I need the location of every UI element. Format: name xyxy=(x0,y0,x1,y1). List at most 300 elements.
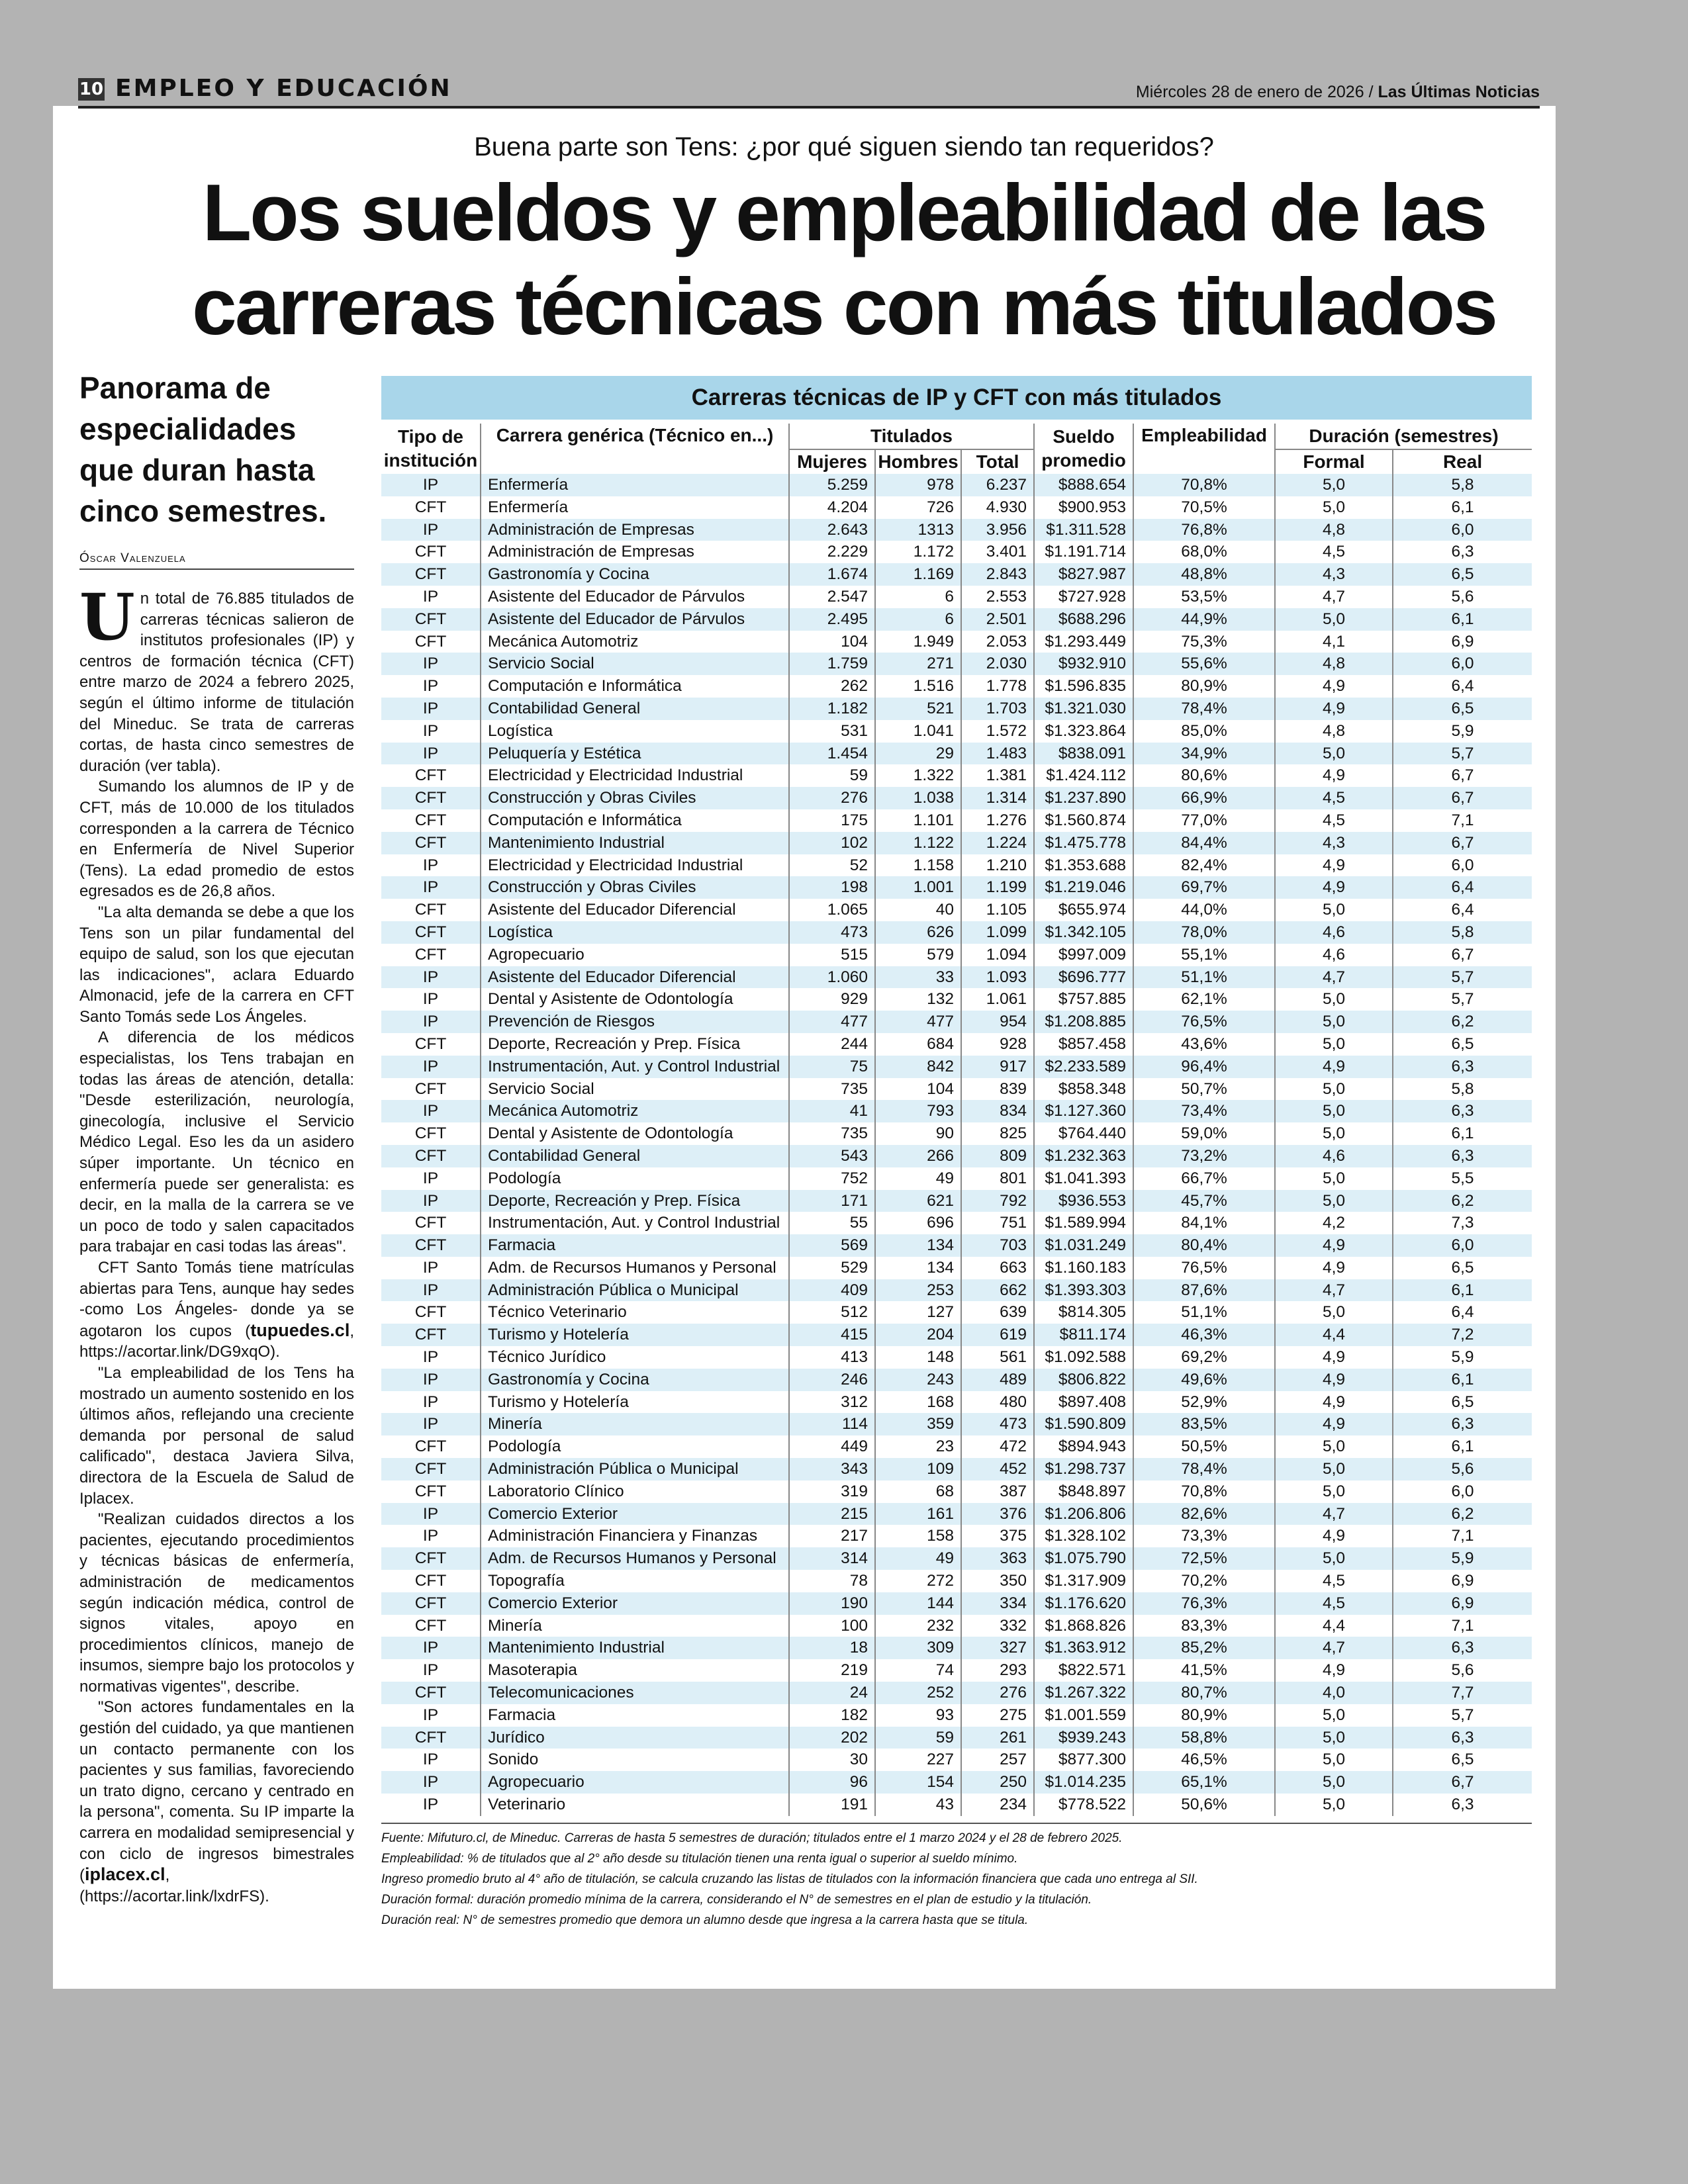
cell-sueldo: $1.328.102 xyxy=(1034,1525,1133,1547)
cell-carrera: Farmacia xyxy=(481,1704,789,1727)
cell-tipo: IP xyxy=(381,1011,481,1033)
cell-hombres: 232 xyxy=(875,1615,961,1637)
cell-duracion-real: 6,1 xyxy=(1393,1279,1532,1302)
cell-mujeres: 96 xyxy=(789,1771,875,1794)
cell-sueldo: $1.353.688 xyxy=(1034,854,1133,877)
cell-empleabilidad: 59,0% xyxy=(1133,1122,1275,1145)
cell-duracion-real: 5,7 xyxy=(1393,988,1532,1011)
cell-duracion-formal: 4,9 xyxy=(1275,1525,1393,1547)
cell-tipo: IP xyxy=(381,743,481,765)
cell-empleabilidad: 82,4% xyxy=(1133,854,1275,877)
cell-mujeres: 182 xyxy=(789,1704,875,1727)
cell-duracion-formal: 4,9 xyxy=(1275,876,1393,899)
cell-empleabilidad: 70,5% xyxy=(1133,496,1275,519)
cell-total: 2.553 xyxy=(961,586,1034,608)
cell-empleabilidad: 41,5% xyxy=(1133,1659,1275,1682)
cell-empleabilidad: 78,0% xyxy=(1133,921,1275,944)
cell-tipo: CFT xyxy=(381,1592,481,1615)
cell-mujeres: 1.454 xyxy=(789,743,875,765)
cell-duracion-formal: 4,9 xyxy=(1275,1391,1393,1414)
cell-tipo: CFT xyxy=(381,563,481,586)
table-row xyxy=(381,1615,1532,1637)
cell-total: 2.053 xyxy=(961,631,1034,653)
cell-hombres: 1.001 xyxy=(875,876,961,899)
footnote-line: Duración real: N° de semestres promedio que demora un alumno desde que ingresa a la carrera hasta que se titula. xyxy=(381,1913,1029,1927)
cell-hombres: 43 xyxy=(875,1794,961,1816)
cell-tipo: IP xyxy=(381,1413,481,1435)
cell-empleabilidad: 50,6% xyxy=(1133,1794,1275,1816)
cell-hombres: 1.169 xyxy=(875,563,961,586)
cell-duracion-formal: 4,9 xyxy=(1275,764,1393,787)
cell-empleabilidad: 43,6% xyxy=(1133,1033,1275,1056)
cell-duracion-formal: 4,5 xyxy=(1275,541,1393,563)
cell-tipo: IP xyxy=(381,988,481,1011)
cell-total: 261 xyxy=(961,1727,1034,1749)
cell-mujeres: 2.547 xyxy=(789,586,875,608)
cell-tipo: IP xyxy=(381,1749,481,1771)
cell-duracion-formal: 4,6 xyxy=(1275,944,1393,966)
cell-empleabilidad: 78,4% xyxy=(1133,698,1275,720)
cell-mujeres: 171 xyxy=(789,1190,875,1212)
cell-duracion-real: 6,7 xyxy=(1393,1771,1532,1794)
cell-duracion-formal: 5,0 xyxy=(1275,1301,1393,1324)
cell-sueldo: $764.440 xyxy=(1034,1122,1133,1145)
cell-empleabilidad: 80,6% xyxy=(1133,764,1275,787)
table-row xyxy=(381,1727,1532,1749)
cell-mujeres: 531 xyxy=(789,720,875,743)
cell-sueldo: $811.174 xyxy=(1034,1324,1133,1346)
cell-empleabilidad: 87,6% xyxy=(1133,1279,1275,1302)
cell-empleabilidad: 76,8% xyxy=(1133,519,1275,541)
cell-empleabilidad: 46,3% xyxy=(1133,1324,1275,1346)
cell-sueldo: $822.571 xyxy=(1034,1659,1133,1682)
byline: Óscar Valenzuela xyxy=(79,551,354,570)
cell-carrera: Veterinario xyxy=(481,1794,789,1816)
cell-mujeres: 2.229 xyxy=(789,541,875,563)
cell-sueldo: $814.305 xyxy=(1034,1301,1133,1324)
cell-duracion-real: 6,9 xyxy=(1393,1570,1532,1592)
footnote-line: Fuente: Mifuturo.cl, de Mineduc. Carreras de hasta 5 semestres de duración; titulados entre el 1 marzo 2024 y el 28 de febrero 2025. xyxy=(381,1831,1123,1845)
cell-mujeres: 102 xyxy=(789,832,875,854)
cell-total: 257 xyxy=(961,1749,1034,1771)
cell-hombres: 243 xyxy=(875,1369,961,1391)
cell-sueldo: $939.243 xyxy=(1034,1727,1133,1749)
cell-total: 834 xyxy=(961,1100,1034,1122)
cell-carrera: Electricidad y Electricidad Industrial xyxy=(481,764,789,787)
cell-carrera: Construcción y Obras Civiles xyxy=(481,787,789,809)
cell-carrera: Podología xyxy=(481,1167,789,1190)
cell-hombres: 253 xyxy=(875,1279,961,1302)
cell-empleabilidad: 73,4% xyxy=(1133,1100,1275,1122)
cell-tipo: CFT xyxy=(381,1458,481,1480)
cell-carrera: Gastronomía y Cocina xyxy=(481,1369,789,1391)
footnote-line: Duración formal: duración promedio mínima de la carrera, considerando el N° de semestres en el plan de estudio y la titulación. xyxy=(381,1892,1092,1907)
cell-duracion-real: 6,7 xyxy=(1393,832,1532,854)
header-empleabilidad: Empleabilidad xyxy=(1133,424,1275,474)
cell-total: 1.703 xyxy=(961,698,1034,720)
cell-empleabilidad: 48,8% xyxy=(1133,563,1275,586)
cell-total: 275 xyxy=(961,1704,1034,1727)
cell-tipo: IP xyxy=(381,1100,481,1122)
table-row xyxy=(381,1637,1532,1659)
cell-empleabilidad: 58,8% xyxy=(1133,1727,1275,1749)
table-row xyxy=(381,1682,1532,1704)
cell-total: 473 xyxy=(961,1413,1034,1435)
table-row xyxy=(381,1033,1532,1056)
cell-duracion-formal: 4,8 xyxy=(1275,653,1393,675)
cell-hombres: 90 xyxy=(875,1122,961,1145)
cell-empleabilidad: 73,3% xyxy=(1133,1525,1275,1547)
cell-duracion-formal: 5,0 xyxy=(1275,1547,1393,1570)
cell-total: 1.099 xyxy=(961,921,1034,944)
cell-tipo: CFT xyxy=(381,921,481,944)
cell-total: 1.381 xyxy=(961,764,1034,787)
cell-empleabilidad: 70,8% xyxy=(1133,1480,1275,1503)
cell-carrera: Prevención de Riesgos xyxy=(481,1011,789,1033)
table-row xyxy=(381,1435,1532,1458)
cell-tipo: IP xyxy=(381,1167,481,1190)
cell-mujeres: 1.182 xyxy=(789,698,875,720)
cell-tipo: CFT xyxy=(381,1033,481,1056)
cell-hombres: 23 xyxy=(875,1435,961,1458)
cell-hombres: 579 xyxy=(875,944,961,966)
cell-duracion-formal: 5,0 xyxy=(1275,1771,1393,1794)
paragraph: A diferencia de los médicos especialistas, los Tens trabajan en todas las áreas de atención, detalla: "Desde esterilización, neurología, ginecología, inclusive el Servicio Médico Legal. Eso les da un asidero súper importante. Un técnico en enfermería puede ser generalista: es decir, en la malla de la carrera se ve un poco de todo y salen capacitados para trabajar en casi todas las áreas". xyxy=(79,1028,354,1256)
cell-duracion-formal: 4,0 xyxy=(1275,1682,1393,1704)
cell-hombres: 1.122 xyxy=(875,832,961,854)
kicker: Buena parte son Tens: ¿por qué siguen siendo tan requeridos? xyxy=(474,132,1214,161)
cell-carrera: Instrumentación, Aut. y Control Industrial xyxy=(481,1056,789,1078)
cell-mujeres: 449 xyxy=(789,1435,875,1458)
cell-total: 363 xyxy=(961,1547,1034,1570)
cell-empleabilidad: 53,5% xyxy=(1133,586,1275,608)
date-line xyxy=(1136,82,1540,102)
header-carrera: Carrera genérica (Técnico en...) xyxy=(481,424,789,474)
cell-mujeres: 2.495 xyxy=(789,608,875,631)
cell-empleabilidad: 76,5% xyxy=(1133,1011,1275,1033)
table-row xyxy=(381,608,1532,631)
cell-carrera: Técnico Jurídico xyxy=(481,1346,789,1369)
cell-carrera: Farmacia xyxy=(481,1234,789,1257)
cell-tipo: CFT xyxy=(381,1324,481,1346)
cell-duracion-real: 6,3 xyxy=(1393,1056,1532,1078)
cell-duracion-real: 6,3 xyxy=(1393,1794,1532,1816)
cell-duracion-real: 6,1 xyxy=(1393,1435,1532,1458)
cell-total: 839 xyxy=(961,1078,1034,1101)
table-row xyxy=(381,1749,1532,1771)
cell-mujeres: 5.259 xyxy=(789,474,875,496)
cell-duracion-formal: 5,0 xyxy=(1275,1100,1393,1122)
cell-tipo: CFT xyxy=(381,1480,481,1503)
cell-tipo: IP xyxy=(381,1771,481,1794)
cell-sueldo: $1.208.885 xyxy=(1034,1011,1133,1033)
cell-hombres: 309 xyxy=(875,1637,961,1659)
table-row xyxy=(381,496,1532,519)
cell-tipo: CFT xyxy=(381,1547,481,1570)
cell-hombres: 204 xyxy=(875,1324,961,1346)
cell-total: 6.237 xyxy=(961,474,1034,496)
cell-duracion-real: 6,3 xyxy=(1393,1727,1532,1749)
cell-duracion-formal: 4,3 xyxy=(1275,563,1393,586)
cell-sueldo: $655.974 xyxy=(1034,899,1133,921)
cell-tipo: CFT xyxy=(381,1122,481,1145)
cell-empleabilidad: 69,7% xyxy=(1133,876,1275,899)
table-row xyxy=(381,944,1532,966)
cell-empleabilidad: 66,9% xyxy=(1133,787,1275,809)
cell-duracion-formal: 5,0 xyxy=(1275,899,1393,921)
tupuedes-link[interactable]: tupuedes.cl xyxy=(250,1320,350,1340)
cell-duracion-formal: 4,8 xyxy=(1275,519,1393,541)
table-row xyxy=(381,1279,1532,1302)
cell-empleabilidad: 70,2% xyxy=(1133,1570,1275,1592)
cell-total: 662 xyxy=(961,1279,1034,1302)
cell-hombres: 1.949 xyxy=(875,631,961,653)
cell-sueldo: $806.822 xyxy=(1034,1369,1133,1391)
cell-total: 1.276 xyxy=(961,809,1034,832)
cell-carrera: Mantenimiento Industrial xyxy=(481,1637,789,1659)
cell-tipo: IP xyxy=(381,1637,481,1659)
cell-hombres: 6 xyxy=(875,586,961,608)
cell-sueldo: $1.298.737 xyxy=(1034,1458,1133,1480)
cell-tipo: IP xyxy=(381,653,481,675)
cell-duracion-real: 5,9 xyxy=(1393,1346,1532,1369)
cell-mujeres: 18 xyxy=(789,1637,875,1659)
cell-duracion-formal: 5,0 xyxy=(1275,1794,1393,1816)
cell-duracion-real: 6,3 xyxy=(1393,1100,1532,1122)
cell-empleabilidad: 44,0% xyxy=(1133,899,1275,921)
cell-total: 2.030 xyxy=(961,653,1034,675)
cell-mujeres: 529 xyxy=(789,1257,875,1279)
table-row xyxy=(381,675,1532,698)
cell-total: 334 xyxy=(961,1592,1034,1615)
cell-total: 293 xyxy=(961,1659,1034,1682)
cell-sueldo: $1.560.874 xyxy=(1034,809,1133,832)
cell-duracion-real: 6,7 xyxy=(1393,764,1532,787)
cell-mujeres: 569 xyxy=(789,1234,875,1257)
cell-sueldo: $877.300 xyxy=(1034,1749,1133,1771)
cell-carrera: Dental y Asistente de Odontología xyxy=(481,1122,789,1145)
cell-total: 1.314 xyxy=(961,787,1034,809)
cell-tipo: IP xyxy=(381,1659,481,1682)
cell-mujeres: 735 xyxy=(789,1122,875,1145)
cell-total: 792 xyxy=(961,1190,1034,1212)
cell-tipo: IP xyxy=(381,586,481,608)
cell-carrera: Técnico Veterinario xyxy=(481,1301,789,1324)
cell-empleabilidad: 75,3% xyxy=(1133,631,1275,653)
cell-hombres: 68 xyxy=(875,1480,961,1503)
cell-carrera: Laboratorio Clínico xyxy=(481,1480,789,1503)
careers-table xyxy=(381,424,1532,1816)
table-row xyxy=(381,519,1532,541)
paragraph: "La empleabilidad de los Tens ha mostrado un aumento sostenido en los últimos años, reflejando una creciente demanda por personal de salud calificado", destaca Javiera Silva, directora de la Escuela de Salud de Iplacex. xyxy=(79,1363,354,1508)
cell-sueldo: $1.267.322 xyxy=(1034,1682,1133,1704)
cell-total: 489 xyxy=(961,1369,1034,1391)
masthead xyxy=(78,75,1540,109)
cell-duracion-real: 6,3 xyxy=(1393,1637,1532,1659)
cell-total: 561 xyxy=(961,1346,1034,1369)
table-row xyxy=(381,698,1532,720)
cell-empleabilidad: 77,0% xyxy=(1133,809,1275,832)
cell-mujeres: 2.643 xyxy=(789,519,875,541)
table-row xyxy=(381,1547,1532,1570)
cell-mujeres: 1.674 xyxy=(789,563,875,586)
cell-duracion-formal: 4,9 xyxy=(1275,1369,1393,1391)
cell-total: 3.956 xyxy=(961,519,1034,541)
cell-sueldo: $1.293.449 xyxy=(1034,631,1133,653)
header-mujeres: Mujeres xyxy=(789,449,875,474)
cell-mujeres: 409 xyxy=(789,1279,875,1302)
cell-tipo: CFT xyxy=(381,764,481,787)
cell-empleabilidad: 73,2% xyxy=(1133,1145,1275,1167)
cell-sueldo: $1.323.864 xyxy=(1034,720,1133,743)
cell-duracion-real: 5,7 xyxy=(1393,1704,1532,1727)
cell-duracion-real: 6,2 xyxy=(1393,1011,1532,1033)
cell-hombres: 127 xyxy=(875,1301,961,1324)
cell-sueldo: $1.868.826 xyxy=(1034,1615,1133,1637)
cell-total: 1.094 xyxy=(961,944,1034,966)
cell-tipo: IP xyxy=(381,1279,481,1302)
table-row xyxy=(381,921,1532,944)
table-row xyxy=(381,1212,1532,1234)
cell-total: 954 xyxy=(961,1011,1034,1033)
cell-empleabilidad: 49,6% xyxy=(1133,1369,1275,1391)
cell-empleabilidad: 80,9% xyxy=(1133,1704,1275,1727)
cell-sueldo: $897.408 xyxy=(1034,1391,1133,1414)
cell-carrera: Masoterapia xyxy=(481,1659,789,1682)
cell-carrera: Sonido xyxy=(481,1749,789,1771)
article-column xyxy=(79,367,354,1907)
table-row xyxy=(381,563,1532,586)
cell-tipo: IP xyxy=(381,1503,481,1525)
table-title: Carreras técnicas de IP y CFT con más titulados xyxy=(381,376,1532,420)
cell-duracion-real: 6,4 xyxy=(1393,899,1532,921)
cell-tipo: IP xyxy=(381,720,481,743)
cell-duracion-real: 6,1 xyxy=(1393,1122,1532,1145)
cell-hombres: 49 xyxy=(875,1547,961,1570)
cell-mujeres: 217 xyxy=(789,1525,875,1547)
table-row xyxy=(381,720,1532,743)
table-row xyxy=(381,832,1532,854)
cell-hombres: 161 xyxy=(875,1503,961,1525)
cell-mujeres: 246 xyxy=(789,1369,875,1391)
cell-sueldo: $1.219.046 xyxy=(1034,876,1133,899)
cell-sueldo: $1.014.235 xyxy=(1034,1771,1133,1794)
header-total: Total xyxy=(961,449,1034,474)
cell-total: 3.401 xyxy=(961,541,1034,563)
table-row xyxy=(381,1346,1532,1369)
cell-duracion-real: 6,0 xyxy=(1393,1234,1532,1257)
cell-carrera: Administración de Empresas xyxy=(481,519,789,541)
cell-carrera: Asistente del Educador Diferencial xyxy=(481,966,789,989)
table-row xyxy=(381,1190,1532,1212)
cell-hombres: 1.322 xyxy=(875,764,961,787)
table-row xyxy=(381,1011,1532,1033)
table-row xyxy=(381,988,1532,1011)
cell-carrera: Jurídico xyxy=(481,1727,789,1749)
cell-duracion-real: 6,3 xyxy=(1393,541,1532,563)
table-row xyxy=(381,586,1532,608)
cell-sueldo: $1.589.994 xyxy=(1034,1212,1133,1234)
cell-tipo: CFT xyxy=(381,608,481,631)
cell-mujeres: 512 xyxy=(789,1301,875,1324)
cell-duracion-formal: 4,9 xyxy=(1275,1659,1393,1682)
iplacex-link[interactable]: iplacex.cl xyxy=(85,1864,165,1885)
cell-carrera: Contabilidad General xyxy=(481,698,789,720)
cell-duracion-real: 6,1 xyxy=(1393,1369,1532,1391)
table-row xyxy=(381,1480,1532,1503)
cell-sueldo: $1.317.909 xyxy=(1034,1570,1133,1592)
cell-carrera: Asistente del Educador Diferencial xyxy=(481,899,789,921)
cell-carrera: Mecánica Automotriz xyxy=(481,631,789,653)
cell-empleabilidad: 34,9% xyxy=(1133,743,1275,765)
cell-duracion-formal: 4,9 xyxy=(1275,1413,1393,1435)
cell-hombres: 104 xyxy=(875,1078,961,1101)
cell-carrera: Instrumentación, Aut. y Control Industrial xyxy=(481,1212,789,1234)
cell-duracion-real: 6,5 xyxy=(1393,698,1532,720)
cell-total: 2.843 xyxy=(961,563,1034,586)
cell-duracion-real: 5,5 xyxy=(1393,1167,1532,1190)
footnote-line: Ingreso promedio bruto al 4° año de titulación, se calcula cruzando las listas de titulados con la información financiera que cada uno entrega al SII. xyxy=(381,1872,1198,1886)
cell-empleabilidad: 78,4% xyxy=(1133,1458,1275,1480)
table-row xyxy=(381,1145,1532,1167)
cell-duracion-formal: 4,5 xyxy=(1275,1570,1393,1592)
cell-sueldo: $1.232.363 xyxy=(1034,1145,1133,1167)
cell-empleabilidad: 80,4% xyxy=(1133,1234,1275,1257)
cell-total: 825 xyxy=(961,1122,1034,1145)
cell-mujeres: 41 xyxy=(789,1100,875,1122)
cell-sueldo: $888.654 xyxy=(1034,474,1133,496)
cell-hombres: 59 xyxy=(875,1727,961,1749)
cell-empleabilidad: 46,5% xyxy=(1133,1749,1275,1771)
cell-carrera: Mecánica Automotriz xyxy=(481,1100,789,1122)
cell-carrera: Administración Financiera y Finanzas xyxy=(481,1525,789,1547)
cell-hombres: 168 xyxy=(875,1391,961,1414)
table-row xyxy=(381,876,1532,899)
table-row xyxy=(381,1100,1532,1122)
table-row xyxy=(381,1570,1532,1592)
cell-mujeres: 1.759 xyxy=(789,653,875,675)
cell-duracion-real: 6,4 xyxy=(1393,876,1532,899)
table-row xyxy=(381,653,1532,675)
cell-total: 917 xyxy=(961,1056,1034,1078)
cell-duracion-real: 6,2 xyxy=(1393,1190,1532,1212)
cell-empleabilidad: 76,5% xyxy=(1133,1257,1275,1279)
cell-carrera: Minería xyxy=(481,1615,789,1637)
cell-hombres: 621 xyxy=(875,1190,961,1212)
cell-total: 1.572 xyxy=(961,720,1034,743)
cell-hombres: 793 xyxy=(875,1100,961,1122)
cell-empleabilidad: 84,1% xyxy=(1133,1212,1275,1234)
cell-duracion-formal: 4,8 xyxy=(1275,720,1393,743)
cell-total: 1.093 xyxy=(961,966,1034,989)
cell-duracion-formal: 5,0 xyxy=(1275,743,1393,765)
table-row xyxy=(381,1525,1532,1547)
cell-tipo: CFT xyxy=(381,787,481,809)
header-real: Real xyxy=(1393,449,1532,474)
cell-tipo: IP xyxy=(381,474,481,496)
cell-tipo: IP xyxy=(381,1704,481,1727)
cell-duracion-real: 5,6 xyxy=(1393,586,1532,608)
header-titulados: Titulados xyxy=(789,424,1034,449)
cell-total: 327 xyxy=(961,1637,1034,1659)
cell-duracion-real: 5,6 xyxy=(1393,1458,1532,1480)
table-row xyxy=(381,966,1532,989)
cell-sueldo: $997.009 xyxy=(1034,944,1133,966)
cell-empleabilidad: 82,6% xyxy=(1133,1503,1275,1525)
cell-duracion-real: 5,8 xyxy=(1393,921,1532,944)
table-row xyxy=(381,854,1532,877)
cell-hombres: 1.158 xyxy=(875,854,961,877)
